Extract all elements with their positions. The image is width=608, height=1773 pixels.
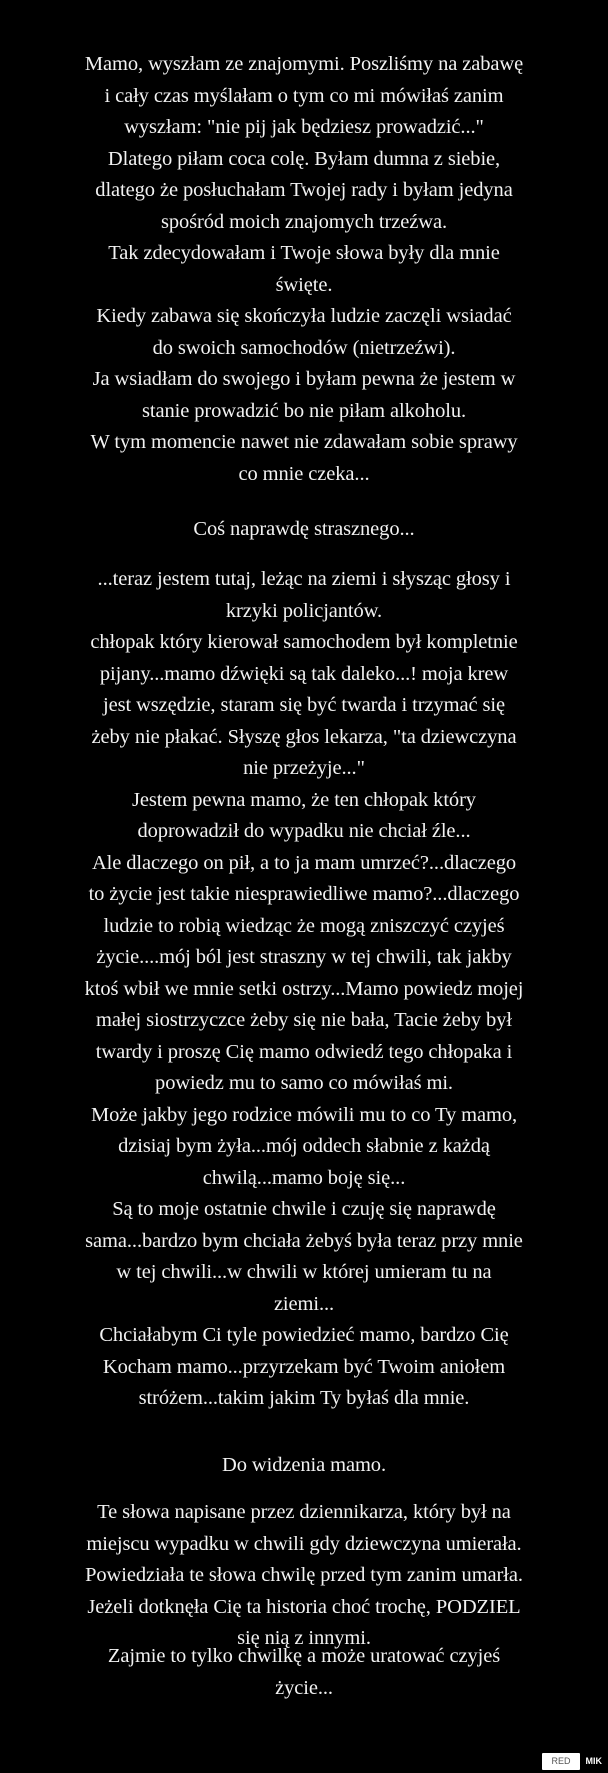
site-watermark bbox=[542, 1753, 602, 1770]
story-paragraph-goodbye: Do widzenia mamo. bbox=[222, 1454, 386, 1476]
story-paragraph-call-to-action: Zajmie to tylko chwilkę a może uratować czyjeś życie... bbox=[107, 1645, 501, 1699]
story-paragraph-accident: ...teraz jestem tutaj, leżąc na ziemi i słysząc głosy i krzyki policjantów. chłopak który kierował samochodem był kompletnie pijany...mamo dźwięki są tak daleko...! moja krew jest wszędzie, staram się być twarda i trzymać się żeby nie płakać. Słyszę głos lekarza, "ta dziewczyna nie przeżyje..." Jestem pewna mamo, że ten chłopak który doprowadził do wypadku nie chciał źle... Ale dlaczego on pił, a to ja mam umrzeć?...dlaczego to życie jest takie niesprawiedliwe mamo?...dlaczego ludzie to robią wiedząc że mogą zniszczyć czyjeś życie....mój ból jest straszny w tej chwili, tak jakby ktoś wbił we mnie setki ostrzy...Mamo powiedz mojej małej siostrzyczce żeby się nie bała, Tacie żeby był twardy i proszę Cię mamo odwiedź tego chłopaka i powiedz mu to samo co mówiłaś mi. Może jakby jego rodzice mówili mu to co Ty mamo, dzisiaj bym żyła...mój oddech słabnie z każdą chwilą...mamo boję się... Są to moje ostatnie chwile i czuję się naprawdę sama...bardzo bym chciała żebyś była teraz przy mnie w tej chwili...w chwili w której umieram tu na ziemi... Chciałabym Ci tyle powiedzieć mamo, bardzo Cię Kocham mamo...przyrzekam być Twoim aniołem stróżem...takim jakim Ty byłaś dla mnie. bbox=[84, 568, 524, 1409]
watermark-brand: MIK bbox=[585, 1756, 602, 1766]
story-paragraph-intro: Mamo, wyszłam ze znajomymi. Poszliśmy na zabawę i cały czas myślałam o tym co mi mówiłaś zanim wyszłam: "nie pij jak będziesz prowadzić..." Dlatego piłam coca colę. Byłam dumna z siebie, dlatego że posłuchałam Twojej rady i byłam jedyna spośród moich znajomych trzeźwa. Tak zdecydowałam i Twoje słowa były dla mnie święte. Kiedy zabawa się skończyła ludzie zaczęli wsiadać do swoich samochodów (nietrzeźwi). Ja wsiadłam do swojego i byłam pewna że jestem w stanie prowadzić bo nie piłam alkoholu. W tym momencie nawet nie zdawałam sobie sprawy co mnie czeka... bbox=[84, 53, 524, 485]
story-paragraph-turn: Coś naprawdę strasznego... bbox=[193, 518, 415, 540]
story-paragraph-journalist-note: Te słowa napisane przez dziennikarza, który był na miejscu wypadku w chwili gdy dziewczyna umierała. Powiedziała te słowa chwilę przed tym zanim umarła. Jeżeli dotknęła Cię ta historia choć trochę, PODZIEL się nią z innymi. bbox=[85, 1501, 523, 1649]
watermark-badge: RED bbox=[542, 1753, 579, 1770]
